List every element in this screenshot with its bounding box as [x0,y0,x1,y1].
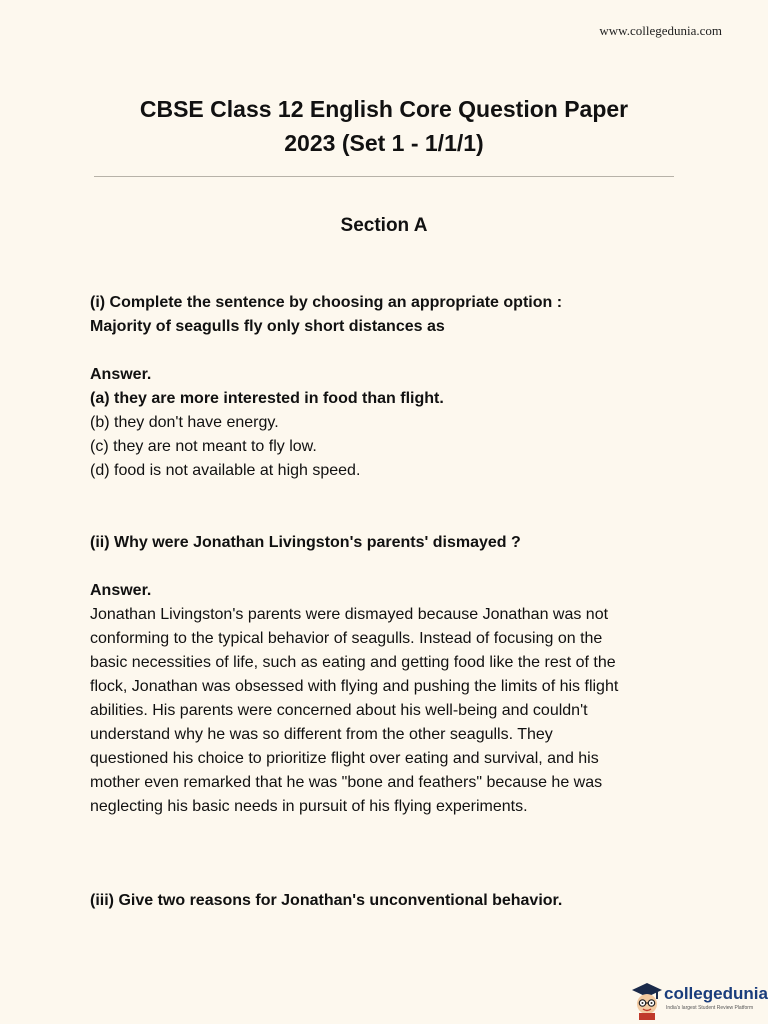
logo-wordmark: collegedunia [664,984,768,1003]
answer-label-2: Answer. [90,582,152,599]
option-b: (b) they don't have energy. [90,414,279,431]
question-1-line-1: (i) Complete the sentence by choosing an appropriate option : [90,294,563,311]
answer-label-1: Answer. [90,366,152,383]
question-1-block [90,291,690,483]
page-title-line-2: 2023 (Set 1 - 1/1/1) [284,130,484,156]
section-heading: Section A [340,215,428,236]
logo-tagline: India's largest Student Review Platform [666,1005,754,1011]
mascot-icon [630,980,664,1020]
option-d: (d) food is not available at high speed. [90,462,361,479]
answer-2-line: understand why he was so different from the other seagulls. They [90,726,553,743]
collegedunia-logo [630,980,768,1020]
option-c: (c) they are not meant to fly low. [90,438,317,455]
answer-2-line: questioned his choice to prioritize flight over eating and survival, and his [90,750,599,767]
answer-2-line: conforming to the typical behavior of seagulls. Instead of focusing on the [90,630,603,647]
question-2-text: (ii) Why were Jonathan Livingston's parents' dismayed ? [90,534,521,551]
question-3-block [90,889,690,913]
page-title-line-1: CBSE Class 12 English Core Question Paper [139,96,629,122]
answer-2-line: mother even remarked that he was "bone and feathers" because he was [90,774,603,791]
answer-2-line: neglecting his basic needs in pursuit of his flying experiments. [90,798,528,815]
answer-2-line: flock, Jonathan was obsessed with flying and pushing the limits of his flight [90,678,619,695]
option-a: (a) they are more interested in food than flight. [90,390,444,407]
answer-2-line: basic necessities of life, such as eating and getting food like the rest of the [90,654,616,671]
question-1-line-2: Majority of seagulls fly only short distances as [90,318,445,335]
header-url: www.collegedunia.com [599,23,722,38]
question-2-block [90,531,690,819]
question-3-text: (iii) Give two reasons for Jonathan's unconventional behavior. [90,892,563,909]
answer-2-line: Jonathan Livingston's parents were dismayed because Jonathan was not [90,606,609,623]
answer-2-line: abilities. His parents were concerned about his well-being and couldn't [90,702,588,719]
title-divider [94,176,674,177]
page-title [0,92,768,160]
